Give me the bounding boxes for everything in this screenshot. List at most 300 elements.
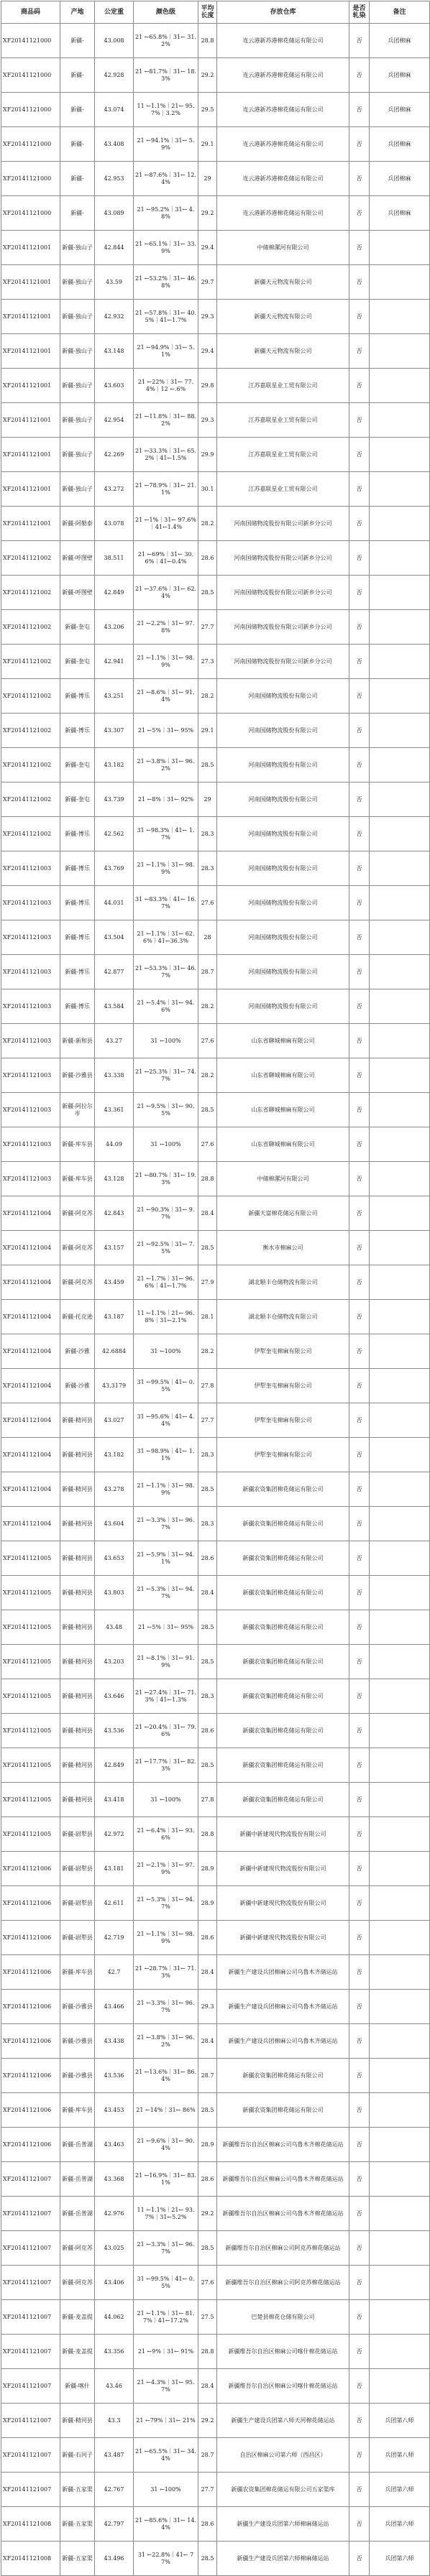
cell-product-code: XF20141121001 <box>1 231 60 265</box>
cell-origin: 新疆-精河县 <box>60 1679 95 1714</box>
cell-average-length: 28.9 <box>198 2128 217 2162</box>
table-row <box>1 748 430 783</box>
cell-ginning-flag: 否 <box>349 93 370 127</box>
cell-origin: 新疆-精河县 <box>60 1541 95 1576</box>
cell-average-length: 27.7 <box>198 610 217 645</box>
table-row <box>1 2300 430 2335</box>
cell-average-length: 27.7 <box>198 1403 217 1438</box>
cell-origin: 新疆-奎屯 <box>60 645 95 679</box>
cell-ginning-flag: 否 <box>349 24 370 58</box>
cell-origin: 新疆-阿克苏 <box>60 1231 95 1265</box>
cell-public-weight: 43.406 <box>95 2266 134 2300</box>
cell-product-code: XF20141121004 <box>1 1334 60 1369</box>
cell-public-weight: 43.438 <box>95 2024 134 2059</box>
table-row <box>1 2335 430 2369</box>
cell-ginning-flag: 否 <box>349 2438 370 2473</box>
cell-color-grade: 21 ←1.1%｜31← 81.7%｜41←17.2% <box>134 2300 198 2335</box>
cell-ginning-flag: 否 <box>349 1679 370 1714</box>
cell-color-grade: 31 ←100% <box>134 1127 198 1162</box>
cell-warehouse: 自治区棉麻公司第六师（西昌区） <box>217 2438 349 2473</box>
table-row <box>1 541 430 576</box>
cell-remark <box>370 817 430 851</box>
cell-remark <box>370 2093 430 2128</box>
cell-ginning-flag: 否 <box>349 1817 370 1852</box>
cell-product-code: XF20141121001 <box>1 507 60 541</box>
cell-color-grade: 31 ←83.3%｜41← 16.7% <box>134 886 198 920</box>
cell-ginning-flag: 否 <box>349 1369 370 1403</box>
table-row <box>1 920 430 955</box>
cell-average-length: 28.4 <box>198 2024 217 2059</box>
table-row <box>1 1921 430 1955</box>
cell-product-code: XF20141121004 <box>1 1300 60 1334</box>
cell-ginning-flag: 否 <box>349 1783 370 1817</box>
cell-remark <box>370 1507 430 1541</box>
cell-warehouse: 中储棉漯河有限公司 <box>217 231 349 265</box>
cell-public-weight: 43.089 <box>95 196 134 231</box>
header-remark: 备注 <box>370 1 430 24</box>
cell-warehouse: 连云港新苏港棉花储运有限公司 <box>217 127 349 162</box>
cell-origin: 新疆-岳普湖 <box>60 2197 95 2231</box>
cell-color-grade: 21 ←2.2%｜31← 97.8% <box>134 610 198 645</box>
cell-ginning-flag: 否 <box>349 2404 370 2438</box>
cell-color-grade: 21 ←5.4%｜31← 94.6% <box>134 989 198 1024</box>
cell-color-grade: 21 ←53.2%｜31← 46.8% <box>134 265 198 300</box>
cell-warehouse: 山东省聊城棉麻有限公司 <box>217 1058 349 1093</box>
table-row <box>1 127 430 162</box>
cell-public-weight: 43.3179 <box>95 1369 134 1403</box>
cell-color-grade: 21 ←4.3%｜31← 95.7% <box>134 2369 198 2404</box>
cell-remark <box>370 1265 430 1300</box>
cell-product-code: XF20141121001 <box>1 403 60 438</box>
cell-product-code: XF20141121003 <box>1 1093 60 1127</box>
cell-public-weight: 43.466 <box>95 1990 134 2024</box>
cell-average-length: 29.1 <box>198 127 217 162</box>
cell-warehouse: 新疆农资集团棉花储运有限公司 <box>217 1472 349 1507</box>
cell-average-length: 28.5 <box>198 1093 217 1127</box>
cell-ginning-flag: 否 <box>349 127 370 162</box>
cell-average-length: 29.3 <box>198 1990 217 2024</box>
table-row <box>1 1541 430 1576</box>
cell-product-code: XF20141121003 <box>1 955 60 989</box>
cell-origin: 新疆-精河县 <box>60 1610 95 1645</box>
cell-public-weight: 43.206 <box>95 610 134 645</box>
cell-remark <box>370 1748 430 1783</box>
cell-origin: 新疆-博乐 <box>60 886 95 920</box>
header-public-weight: 公定重 <box>95 1 134 24</box>
table-row <box>1 2473 430 2507</box>
cell-origin: 新疆-精河县 <box>60 1748 95 1783</box>
cell-warehouse: 连云港新苏港棉花储运有限公司 <box>217 58 349 93</box>
cell-warehouse: 河南国储物流股份有限公司新乡分公司 <box>217 610 349 645</box>
cell-average-length: 28.5 <box>198 2093 217 2128</box>
table-row <box>1 472 430 507</box>
cell-average-length: 27.3 <box>198 645 217 679</box>
cell-remark <box>370 541 430 576</box>
table-row <box>1 1334 430 1369</box>
table-row <box>1 1714 430 1748</box>
cell-warehouse: 新疆维吾尔自治区棉麻公司阿克苏棉花储运站 <box>217 2266 349 2300</box>
table-row <box>1 2438 430 2473</box>
cell-remark <box>370 1403 430 1438</box>
cell-ginning-flag: 否 <box>349 1886 370 1921</box>
cell-color-grade: 21 ←1.7%｜31← 96.6%｜41←1.7% <box>134 1265 198 1300</box>
cell-origin: 新疆-石河子 <box>60 2438 95 2473</box>
cell-color-grade: 21 ←5.9%｜31← 94.1% <box>134 1541 198 1576</box>
table-row <box>1 231 430 265</box>
cell-color-grade: 21 ←78.9%｜31← 21.1% <box>134 472 198 507</box>
cell-origin: 新疆-博乐 <box>60 920 95 955</box>
cell-ginning-flag: 否 <box>349 1265 370 1300</box>
cell-warehouse: 新疆农资集团棉花储运有限公司 <box>217 1714 349 1748</box>
cell-warehouse: 新疆生产建设兵团第六师棉麻储运站 <box>217 2542 349 2576</box>
cell-origin: 新疆-精河县 <box>60 1403 95 1438</box>
cell-public-weight: 42.269 <box>95 438 134 472</box>
cell-public-weight: 43.459 <box>95 1265 134 1300</box>
cell-average-length: 28.5 <box>198 1610 217 1645</box>
cell-product-code: XF20141121005 <box>1 1783 60 1817</box>
cell-ginning-flag: 否 <box>349 955 370 989</box>
cell-origin: 新疆-五家渠 <box>60 2473 95 2507</box>
cell-average-length: 29.2 <box>198 2197 217 2231</box>
cell-average-length: 27.9 <box>198 1265 217 1300</box>
cell-origin: 新疆-沙雅县 <box>60 2024 95 2059</box>
cell-origin: 新疆-喀什 <box>60 2369 95 2404</box>
cell-ginning-flag: 否 <box>349 1334 370 1369</box>
cell-ginning-flag: 否 <box>349 1472 370 1507</box>
table-row <box>1 989 430 1024</box>
cell-public-weight: 43.074 <box>95 93 134 127</box>
cell-ginning-flag: 否 <box>349 265 370 300</box>
cell-product-code: XF20141121006 <box>1 1990 60 2024</box>
cell-color-grade: 21 ←85.6%｜31← 14.4% <box>134 2507 198 2542</box>
cell-origin: 新疆-库车县 <box>60 2093 95 2128</box>
cell-remark <box>370 2266 430 2300</box>
cell-color-grade: 21 ←65.5%｜31← 34.4% <box>134 2438 198 2473</box>
cell-color-grade: 21 ←1%｜31← 97.6%｜41←1.4% <box>134 507 198 541</box>
table-row <box>1 1817 430 1852</box>
cell-origin: 新疆-麦盖提 <box>60 2300 95 2335</box>
cell-average-length: 29.1 <box>198 714 217 748</box>
cell-origin: 新疆-独山子 <box>60 300 95 334</box>
table-row <box>1 2404 430 2438</box>
cell-origin: 新疆- <box>60 24 95 58</box>
cell-ginning-flag: 否 <box>349 1024 370 1058</box>
cell-remark <box>370 1334 430 1369</box>
cell-product-code: XF20141121005 <box>1 1541 60 1576</box>
cell-product-code: XF20141121007 <box>1 2162 60 2197</box>
cell-public-weight: 43.307 <box>95 714 134 748</box>
cell-product-code: XF20141121006 <box>1 1921 60 1955</box>
cell-product-code: XF20141121002 <box>1 748 60 783</box>
cell-color-grade: 11 ←1.1%｜21← 93.7%｜31←5.2% <box>134 2197 198 2231</box>
table-row <box>1 1886 430 1921</box>
cell-warehouse: 河南国储物流股份有限公司 <box>217 886 349 920</box>
cell-remark <box>370 507 430 541</box>
cell-origin: 新疆-五家渠 <box>60 2507 95 2542</box>
table-row <box>1 2231 430 2266</box>
cell-public-weight: 43.584 <box>95 989 134 1024</box>
cell-remark <box>370 1541 430 1576</box>
cell-color-grade: 31 ←100% <box>134 1024 198 1058</box>
cell-public-weight: 43.59 <box>95 265 134 300</box>
table-row <box>1 1610 430 1645</box>
cell-warehouse: 伊犁奎屯棉麻有限公司 <box>217 1438 349 1472</box>
cell-product-code: XF20141121003 <box>1 1024 60 1058</box>
table-row <box>1 2128 430 2162</box>
cell-warehouse: 河南国储物流股份有限公司新乡分公司 <box>217 645 349 679</box>
table-row <box>1 2542 430 2576</box>
table-row <box>1 2507 430 2542</box>
cell-color-grade: 21 ←1.1%｜31← 98.9% <box>134 1472 198 1507</box>
cell-color-grade: 21 ←16.9%｜31← 83.1% <box>134 2162 198 2197</box>
cell-product-code: XF20141121003 <box>1 989 60 1024</box>
cell-product-code: XF20141121001 <box>1 265 60 300</box>
cell-remark <box>370 783 430 817</box>
cell-origin: 新疆- <box>60 162 95 196</box>
cell-origin: 新疆-独山子 <box>60 472 95 507</box>
cell-color-grade: 21 ←8.6%｜31← 91.4% <box>134 679 198 714</box>
cell-public-weight: 42.797 <box>95 2507 134 2542</box>
cell-color-grade: 21 ←9%｜31← 91% <box>134 2335 198 2369</box>
cell-ginning-flag: 否 <box>349 1541 370 1576</box>
cell-product-code: XF20141121004 <box>1 1438 60 1472</box>
cell-product-code: XF20141121000 <box>1 162 60 196</box>
cell-public-weight: 43.157 <box>95 1231 134 1265</box>
cell-warehouse: 新疆维吾尔自治区棉麻公司乌鲁木齐棉花储运站 <box>217 2197 349 2231</box>
cell-ginning-flag: 否 <box>349 989 370 1024</box>
cell-ginning-flag: 否 <box>349 1576 370 1610</box>
cell-remark <box>370 2197 430 2231</box>
table-row <box>1 1852 430 1886</box>
cell-warehouse: 新疆农资集团棉花储运有限公司 <box>217 1541 349 1576</box>
cell-public-weight: 43.803 <box>95 1576 134 1610</box>
cell-public-weight: 43.251 <box>95 679 134 714</box>
cell-remark <box>370 1231 430 1265</box>
cell-ginning-flag: 否 <box>349 645 370 679</box>
cell-product-code: XF20141121005 <box>1 1610 60 1645</box>
cell-ginning-flag: 否 <box>349 1162 370 1196</box>
cell-product-code: XF20141121003 <box>1 1162 60 1196</box>
cell-remark: 兵团棉麻 <box>370 93 430 127</box>
cell-average-length: 28.3 <box>198 851 217 886</box>
cell-public-weight: 42.843 <box>95 1196 134 1231</box>
cell-ginning-flag: 否 <box>349 2197 370 2231</box>
table-row <box>1 1196 430 1231</box>
cell-color-grade: 21 ←8%｜31← 92% <box>134 783 198 817</box>
cell-product-code: XF20141121002 <box>1 541 60 576</box>
cell-public-weight: 42.941 <box>95 645 134 679</box>
cell-color-grade: 21 ←79%｜31← 21% <box>134 2404 198 2438</box>
table-row <box>1 507 430 541</box>
table-row <box>1 1990 430 2024</box>
cell-remark <box>370 1852 430 1886</box>
cell-public-weight: 43.008 <box>95 24 134 58</box>
cell-origin: 新疆-沙雅县 <box>60 1058 95 1093</box>
cell-ginning-flag: 否 <box>349 2093 370 2128</box>
cell-remark <box>370 1921 430 1955</box>
cell-remark: 兵团第八师 <box>370 2404 430 2438</box>
cell-color-grade: 21 ←28.7%｜31← 71.3% <box>134 1955 198 1990</box>
table-row <box>1 679 430 714</box>
cell-average-length: 28.5 <box>198 1748 217 1783</box>
cell-warehouse: 巴楚县棉花仓储有限公司 <box>217 2300 349 2335</box>
cell-remark <box>370 679 430 714</box>
cell-color-grade: 21 ←1.1%｜31← 98.9% <box>134 851 198 886</box>
cell-remark <box>370 610 430 645</box>
table-row <box>1 1472 430 1507</box>
table-row <box>1 714 430 748</box>
cell-average-length: 28.5 <box>198 1472 217 1507</box>
cell-warehouse: 河南国储物流股份有限公司 <box>217 989 349 1024</box>
cell-warehouse: 新疆维吾尔自治区棉麻公司乌鲁木齐棉花储运站 <box>217 2128 349 2162</box>
cell-remark <box>370 334 430 369</box>
cell-origin: 新疆-呼图壁 <box>60 576 95 610</box>
cell-average-length: 28.6 <box>198 541 217 576</box>
cell-ginning-flag: 否 <box>349 576 370 610</box>
cell-warehouse: 江苏嘉联星业工贸有限公司 <box>217 472 349 507</box>
cell-color-grade: 21 ←94.1%｜31← 5.9% <box>134 127 198 162</box>
cell-public-weight: 43.361 <box>95 1093 134 1127</box>
cell-origin: 新疆-沙雅 <box>60 1369 95 1403</box>
cell-origin: 新疆- <box>60 93 95 127</box>
cell-origin: 新疆-精河县 <box>60 1645 95 1679</box>
cell-public-weight: 42.6884 <box>95 1334 134 1369</box>
cell-color-grade: 21 ←8.1%｜31← 91.9% <box>134 1645 198 1679</box>
cell-remark <box>370 748 430 783</box>
cell-origin: 新疆-博乐 <box>60 679 95 714</box>
cell-average-length: 29.2 <box>198 58 217 93</box>
cell-average-length: 27.6 <box>198 1024 217 1058</box>
cell-product-code: XF20141121008 <box>1 2507 60 2542</box>
cell-public-weight: 43.27 <box>95 1024 134 1058</box>
cell-origin: 新疆-库车县 <box>60 1127 95 1162</box>
cell-warehouse: 新疆天富棉花储运有限公司 <box>217 1196 349 1231</box>
cell-warehouse: 湖北顺丰仓储物流有限公司 <box>217 1300 349 1334</box>
cell-public-weight: 43.128 <box>95 1162 134 1196</box>
cell-color-grade: 21 ←9.6%｜31← 90.4% <box>134 2128 198 2162</box>
table-row <box>1 886 430 920</box>
cell-public-weight: 42.928 <box>95 58 134 93</box>
cell-average-length: 27.8 <box>198 1783 217 1817</box>
cell-public-weight: 43.338 <box>95 1058 134 1093</box>
cell-average-length: 28.6 <box>198 2507 217 2542</box>
cell-public-weight: 43.278 <box>95 1472 134 1507</box>
cell-ginning-flag: 否 <box>349 1093 370 1127</box>
table-row <box>1 1507 430 1541</box>
cell-color-grade: 31 ←100% <box>134 2473 198 2507</box>
cell-average-length: 28.5 <box>198 1645 217 1679</box>
cell-origin: 新疆-库车县 <box>60 1162 95 1196</box>
cell-ginning-flag: 否 <box>349 196 370 231</box>
cell-color-grade: 21 ←5.3%｜31← 94.7% <box>134 1886 198 1921</box>
cell-color-grade: 21 ←9.5%｜31← 90.5% <box>134 1093 198 1127</box>
cell-public-weight: 43.182 <box>95 748 134 783</box>
cell-warehouse: 新疆维吾尔自治区棉麻公司阿克苏棉花储运站 <box>217 2231 349 2266</box>
table-row <box>1 1024 430 1058</box>
cell-remark <box>370 1196 430 1231</box>
cell-warehouse: 伊犁奎屯棉麻有限公司 <box>217 1369 349 1403</box>
cell-warehouse: 河南国储物流股份有限公司新乡分公司 <box>217 541 349 576</box>
table-row <box>1 783 430 817</box>
cell-product-code: XF20141121006 <box>1 2059 60 2093</box>
cell-public-weight: 43.078 <box>95 507 134 541</box>
cell-public-weight: 43.604 <box>95 1507 134 1541</box>
cell-ginning-flag: 否 <box>349 334 370 369</box>
cell-average-length: 28.7 <box>198 2438 217 2473</box>
header-product-code: 商品码 <box>1 1 60 24</box>
cell-product-code: XF20141121006 <box>1 2128 60 2162</box>
cell-warehouse: 新疆维吾尔自治区棉麻公司喀什棉花储运站 <box>217 2369 349 2404</box>
cell-average-length: 28.2 <box>198 1334 217 1369</box>
cell-public-weight: 43.187 <box>95 1300 134 1334</box>
cell-warehouse: 新疆农资集团棉花储运有限公司 <box>217 1610 349 1645</box>
cell-warehouse: 河南国储物流股份有限公司新乡分公司 <box>217 576 349 610</box>
cell-product-code: XF20141121004 <box>1 1403 60 1438</box>
cell-product-code: XF20141121005 <box>1 1645 60 1679</box>
cell-ginning-flag: 否 <box>349 2369 370 2404</box>
cell-warehouse: 新疆农资集团棉花储运有限公司 <box>217 1679 349 1714</box>
cell-origin: 新疆-博乐 <box>60 989 95 1024</box>
cell-color-grade: 21 ←90.3%｜31← 9.7% <box>134 1196 198 1231</box>
cell-color-grade: 21 ←5%｜31← 95% <box>134 714 198 748</box>
table-row <box>1 1955 430 1990</box>
cell-origin: 新疆-岳普湖 <box>60 2162 95 2197</box>
cell-warehouse: 河南国储物流股份有限公司新乡分公司 <box>217 507 349 541</box>
cell-product-code: XF20141121002 <box>1 817 60 851</box>
cell-public-weight: 42.972 <box>95 1817 134 1852</box>
cell-origin: 新疆-独山子 <box>60 369 95 403</box>
cell-color-grade: 21 ←3.3%｜31← 96.7% <box>134 1507 198 1541</box>
cell-color-grade: 21 ←37.6%｜31← 62.4% <box>134 576 198 610</box>
cell-origin: 新疆-精河县 <box>60 1472 95 1507</box>
cell-warehouse: 衡水市棉麻公司 <box>217 1231 349 1265</box>
cell-product-code: XF20141121006 <box>1 1852 60 1886</box>
cell-color-grade: 31 ←22.8%｜41← 77% <box>134 2542 198 2576</box>
table-row <box>1 2197 430 2231</box>
table-row <box>1 1679 430 1714</box>
cell-public-weight: 43.356 <box>95 2335 134 2369</box>
cell-public-weight: 43.504 <box>95 920 134 955</box>
cell-product-code: XF20141121007 <box>1 2197 60 2231</box>
cell-color-grade: 31 ←99.5%｜41← 0.5% <box>134 1369 198 1403</box>
cell-product-code: XF20141121001 <box>1 334 60 369</box>
cell-ginning-flag: 否 <box>349 1852 370 1886</box>
cell-public-weight: 43.46 <box>95 2369 134 2404</box>
cell-warehouse: 新疆天元物流有限公司 <box>217 300 349 334</box>
table-row <box>1 1231 430 1265</box>
cell-origin: 新疆-阿克苏 <box>60 1265 95 1300</box>
cell-remark <box>370 1093 430 1127</box>
cell-remark <box>370 645 430 679</box>
cell-ginning-flag: 否 <box>349 1058 370 1093</box>
cell-average-length: 28.6 <box>198 2162 217 2197</box>
cell-remark: 兵团棉麻 <box>370 196 430 231</box>
cell-warehouse: 河南国储物流股份有限公司 <box>217 679 349 714</box>
cell-public-weight: 42.719 <box>95 1921 134 1955</box>
cell-ginning-flag: 否 <box>349 403 370 438</box>
cell-public-weight: 42.932 <box>95 300 134 334</box>
cell-origin: 新疆-独山子 <box>60 334 95 369</box>
cell-warehouse: 山东省聊城棉麻有限公司 <box>217 1127 349 1162</box>
cell-origin: 新疆-麦盖提 <box>60 2335 95 2369</box>
cell-remark <box>370 1438 430 1472</box>
cell-origin: 新疆-尉犁县 <box>60 1921 95 1955</box>
cell-origin: 新疆-尉犁县 <box>60 1886 95 1921</box>
cell-average-length: 29.4 <box>198 231 217 265</box>
cell-remark <box>370 265 430 300</box>
cell-remark: 兵团第六师 <box>370 2542 430 2576</box>
cell-warehouse: 江苏嘉联星业工贸有限公司 <box>217 403 349 438</box>
